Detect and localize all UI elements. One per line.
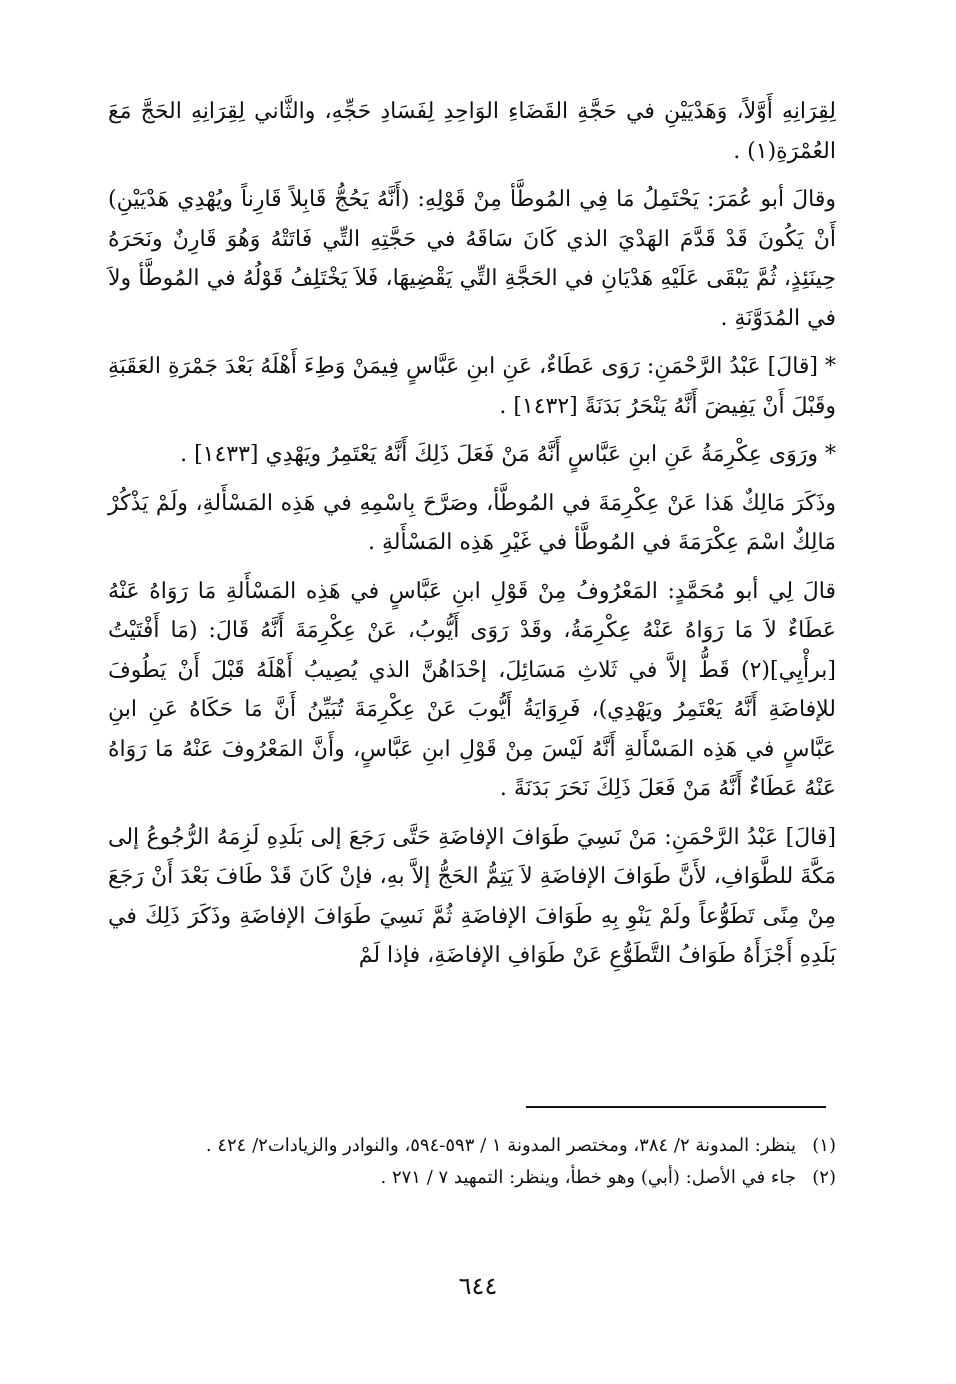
footnote-number: (١) xyxy=(812,1135,836,1156)
footnote-2 xyxy=(108,1162,836,1194)
paragraph-7: [قالَ] عَبْدُ الرَّحْمَنِ: مَنْ نَسِيَ طَوَافَ الإفاضَةِ حَتَّى رَجَعَ إلى بَلَدِهِ لَزِمَهُ الرُّجُوعُ إلى مَكَّةَ للطَّوَافِ، لأَنَّ طَوَافَ الإفاضَةِ لاَ يَتِمُّ الحَجُّ إلاَّ بهِ، فإنْ كَانَ قَدْ طَافَ بَعْدَ أَنْ رَجَعَ مِنْ مِنًى تَطَوُّعاً ولَمْ يَنْوِ بِهِ طَوَافَ الإفاضَةِ ثُمَّ نَسِيَ طَوَافَ الإفاضَةِ وذَكَرَ ذَلِكَ في بَلَدِهِ أَجْزَأَهُ طَوَافُ التَّطَوُّعِ عَنْ طَوَافِ الإفاضَةِ، فإذا لَمْ xyxy=(108,824,836,968)
footnote-text: جاء في الأصل: (أبي) وهو خطأ، وينظر: التمهيد ٧ / ٢٧١ . xyxy=(380,1167,796,1188)
page-number: ٦٤٤ xyxy=(458,1272,498,1300)
paragraph-4: * ورَوَى عِكْرِمَةُ عَنِ ابنِ عَبَّاسٍ أَنَّهُ مَنْ فَعَلَ ذَلِكَ أَنَّهُ يَعْتَمِرُ ويَهْدِي [١٤٣٣] . xyxy=(180,442,836,467)
paragraph-2: وقالَ أبو عُمَرَ: يَحْتَمِلُ مَا فِي المُوطَّأ مِنْ قَوْلِهِ: (أَنَّهُ يَحُجُّ قَابِلاً قَارِناً ويُهْدِي هَدْيَيْنِ) أَنْ يَكُونَ قَدْ قَدَّمَ الهَدْيَ الذي كَانَ سَاقَهُ في حَجَّتِهِ التِّي فَاتَتْهُ وَهُوَ قَارِنٌ ونَحَرَهُ حِينَئِذٍ، ثُمَّ يَبْقَى عَلَيْهِ هَدْيَانِ في الحَجَّةِ التِّي يَقْضِيهَا، فَلاَ يَخْتَلِفُ قَوْلُهُ في المُوطَّأ ولاَ في المُدَوَّنَةِ . xyxy=(108,187,836,331)
footnote-1 xyxy=(108,1130,836,1162)
main-text xyxy=(108,92,836,985)
paragraph-5: وذَكَرَ مَالِكٌ هَذا عَنْ عِكْرِمَةَ في المُوطَّأ، وصَرَّحَ بِاسْمِهِ في هَذِه المَسْأَلةِ، ولَمْ يَذْكُرْ مَالِكٌ اسْمَ عِكْرَمَةَ في المُوطَّأ في غَيْرِ هَذِه المَسْأَلةِ . xyxy=(108,490,836,555)
footnote-number: (٢) xyxy=(812,1167,836,1188)
footnote-separator xyxy=(526,1106,826,1108)
footnote-text: ينظر: المدونة ٢/ ٣٨٤، ومختصر المدونة ١ / ٥٩٣-٥٩٤، والنوادر والزيادات٢/ ٤٢٤ . xyxy=(205,1135,796,1156)
footnotes xyxy=(108,1130,836,1194)
paragraph-3: * [قالَ] عَبْدُ الرَّحْمَنِ: رَوَى عَطَاءٌ، عَنِ ابنِ عَبَّاسٍ فِيمَنْ وَطِءَ أَهْلَهُ بَعْدَ جَمْرَةِ العَقَبَةِ وقَبْلَ أَنْ يَفِيضَ أَنَّهُ يَنْحَرُ بَدَنَةً [١٤٣٢] . xyxy=(108,354,836,419)
paragraph-1: لِقِرَانِهِ أَوَّلاً، وَهَدْيَيْنِ في حَجَّةِ القَضَاءِ الوَاحِدِ لِفَسَادِ حَجِّهِ، والثَّاني لِقِرَانِهِ الحَجَّ مَعَ العُمْرَةِ(١) . xyxy=(108,99,836,164)
paragraph-6: قالَ لِي أبو مُحَمَّدٍ: المَعْرُوفُ مِنْ قَوْلِ ابنِ عَبَّاسٍ في هَذِه المَسْأَلةِ مَا رَوَاهُ عَنْهُ عَطَاءٌ لاَ مَا رَوَاهُ عَنْهُ عِكْرِمَةُ، وقَدْ رَوَى أَيُّوبُ، عَنْ عِكْرِمَةَ أَنَّهُ قَالَ: (مَا أَفْتَيْتُ [برأْيِي](٢) قَطُّ إلاَّ في ثَلاثِ مَسَائِلَ، إحْدَاهُنَّ الذي يُصِيبُ أَهْلَهُ قَبْلَ أَنْ يَطُوفَ للإفاضَةِ أَنَّهُ يَعْتَمِرُ ويَهْدِي)، فَرِوَايَةُ أَيُّوبَ عَنْ عِكْرِمَةَ تُبَيِّنُ أَنَّ مَا حَكَاهُ عَنِ ابنِ عَبَّاسٍ في هَذِه المَسْأَلةِ أَنَّهُ لَيْسَ مِنْ قَوْلِ ابنِ عَبَّاسٍ، وأَنَّ المَعْرُوفَ عَنْهُ مَا رَوَاهُ عَنْهُ عَطَاءٌ أَنَّهُ مَنْ فَعَلَ ذَلِكَ نَحَرَ بَدَنَةً . xyxy=(108,578,837,801)
